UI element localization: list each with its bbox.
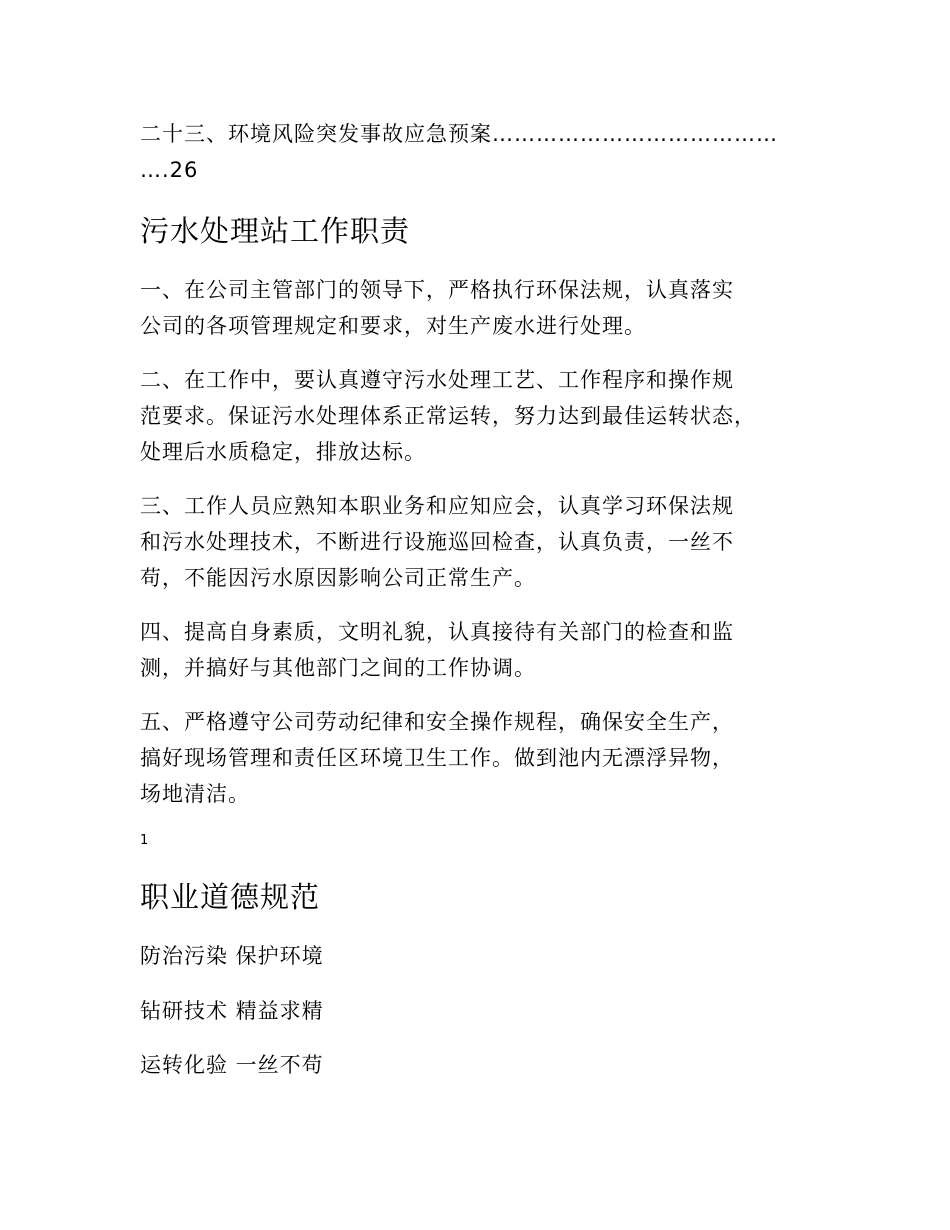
duty-paragraph-1 <box>140 272 830 344</box>
paragraph-line: 三、工作人员应熟知本职业务和应知应会，认真学习环保法规 <box>140 494 734 518</box>
paragraph-line: 测，并搞好与其他部门之间的工作协调。 <box>140 656 536 680</box>
paragraph-line: 四、提高自身素质，文明礼貌，认真接待有关部门的检查和监 <box>140 620 734 644</box>
ethics-motto-3: 运转化验 一丝不苟 <box>140 1053 324 1077</box>
paragraph-line: 五、严格遵守公司劳动纪律和安全操作规程，确保安全生产， <box>140 710 734 734</box>
paragraph-line: 处理后水质稳定，排放达标。 <box>140 440 426 464</box>
duty-paragraph-2 <box>140 362 830 470</box>
paragraph-line: 和污水处理技术，不断进行设施巡回检查，认真负责，一丝不 <box>140 530 734 554</box>
paragraph-line: 苟，不能因污水原因影响公司正常生产。 <box>140 566 536 590</box>
paragraph-line: 搞好现场管理和责任区环境卫生工作。做到池内无漂浮异物， <box>140 746 734 770</box>
paragraph-line: 公司的各项管理规定和要求，对生产废水进行处理。 <box>140 314 646 338</box>
toc-entry-line-2: ….26 <box>140 158 199 182</box>
toc-entry-line-1: 二十三、环境风险突发事故应急预案………………………………… <box>140 122 778 146</box>
section-heading-duties: 污水处理站工作职责 <box>140 214 411 248</box>
section-heading-ethics: 职业道德规范 <box>140 880 321 914</box>
duty-paragraph-4 <box>140 614 830 686</box>
page-number: 1 <box>140 833 149 848</box>
ethics-motto-2: 钻研技术 精益求精 <box>140 999 324 1023</box>
paragraph-line: 一、在公司主管部门的领导下，严格执行环保法规，认真落实 <box>140 278 734 302</box>
duty-paragraph-3 <box>140 488 830 596</box>
duty-paragraph-5 <box>140 704 830 812</box>
paragraph-line: 范要求。保证污水处理体系正常运转，努力达到最佳运转状态， <box>140 404 756 428</box>
ethics-motto-1: 防治污染 保护环境 <box>140 944 324 968</box>
paragraph-line: 场地清洁。 <box>140 782 250 806</box>
paragraph-line: 二、在工作中，要认真遵守污水处理工艺、工作程序和操作规 <box>140 368 734 392</box>
